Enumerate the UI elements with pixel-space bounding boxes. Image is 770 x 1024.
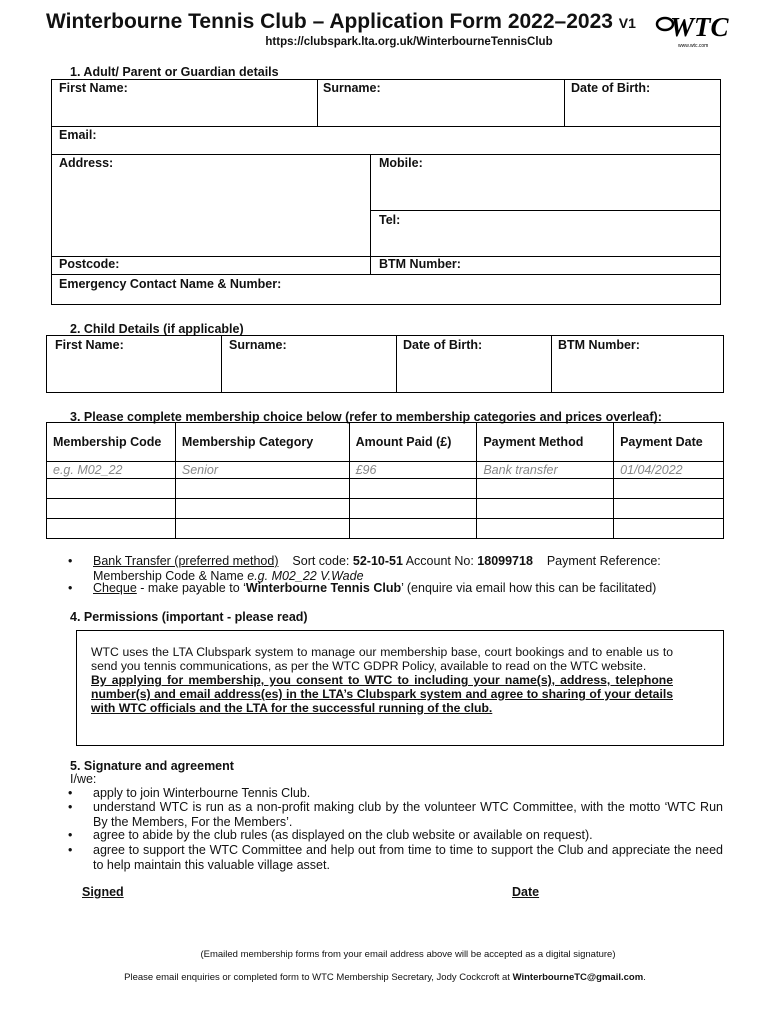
col-payment-method: Payment Method [477, 423, 614, 462]
cheque-label: Cheque [93, 581, 137, 595]
col-payment-date: Payment Date [614, 423, 724, 462]
address-label: Address: [59, 156, 114, 170]
postcode-label: Postcode: [59, 257, 120, 271]
section2-heading: 2. Child Details (if applicable) [70, 322, 244, 336]
contact-line [0, 972, 770, 983]
example-amount: £96 [349, 462, 477, 479]
table-row[interactable] [47, 479, 724, 499]
child-surname-label: Surname: [229, 338, 287, 352]
table-header-row [47, 423, 724, 462]
wtc-logo [654, 10, 742, 50]
col-membership-category: Membership Category [175, 423, 349, 462]
bullet-dot: • [68, 828, 73, 842]
cheque-text-1: - make payable to ‘ [140, 581, 246, 595]
contact-email[interactable]: WinterbourneTC@gmail.com [512, 972, 644, 983]
email-label: Email: [59, 128, 97, 142]
club-url[interactable]: https://clubspark.lta.org.uk/WinterbourneTennisClub [265, 36, 553, 48]
title-text: Winterbourne Tennis Club – Application Form 2022–2023 [46, 10, 613, 33]
agreement-text: understand WTC is run as a non-profit making club by the volunteer WTC Committee, with the motto ‘WTC Run By the Members, For the Members’. [93, 800, 723, 829]
reference-line: Membership Code & Name [93, 569, 244, 583]
example-date: 01/04/2022 [614, 462, 724, 479]
page-title [46, 10, 636, 34]
reference-label: Payment Reference: [546, 554, 661, 568]
adult-first-name-label: First Name: [59, 81, 128, 95]
digital-signature-note: (Emailed membership forms from your email address above will be accepted as a digital signature) [200, 949, 616, 960]
signed-label: Signed [82, 885, 124, 899]
emergency-contact-label: Emergency Contact Name & Number: [59, 277, 282, 291]
logo-text: WTC [670, 12, 729, 42]
table-row-example [47, 462, 724, 479]
example-method: Bank transfer [477, 462, 614, 479]
date-label: Date [512, 885, 540, 899]
child-dob-label: Date of Birth: [403, 338, 483, 352]
adult-details-box [51, 79, 721, 305]
tel-label: Tel: [379, 213, 401, 227]
col-amount-paid: Amount Paid (£) [349, 423, 477, 462]
bullet-dot: • [68, 786, 73, 800]
membership-table [46, 422, 724, 539]
section3-heading: 3. Please complete membership choice below (refer to membership categories and prices overleaf): [70, 410, 662, 424]
reference-example: e.g. M02_22 V.Wade [247, 569, 364, 583]
version-label: V1 [618, 15, 636, 31]
adult-dob-label: Date of Birth: [571, 81, 651, 95]
permissions-box [76, 630, 724, 746]
account-number: 18099718 [477, 554, 533, 568]
logo-subtext: www.wtc.com [678, 43, 709, 49]
section5-heading: 5. Signature and agreement [70, 759, 234, 773]
contact-end: . [643, 972, 646, 983]
bullet-dot: • [68, 800, 73, 814]
bullet-dot: • [68, 843, 73, 857]
table-row[interactable] [47, 499, 724, 519]
bank-transfer-label: Bank Transfer (preferred method) [93, 554, 279, 568]
col-membership-code: Membership Code [47, 423, 176, 462]
permissions-consent: By applying for membership, you consent to WTC to including your name(s), address, telephone number(s) and email address(es) in the LTA’s Clubspark system and agree to sharing of your details with WTC officials and the LTA for the successful running of the club. [91, 673, 673, 715]
agreement-intro: I/we: [70, 772, 97, 786]
sort-code-label: Sort code: [292, 554, 350, 568]
mobile-label: Mobile: [379, 156, 423, 170]
cheque-text-2: ’ (enquire via email how this can be facilitated) [401, 581, 657, 595]
cheque-payee: Winterbourne Tennis Club [245, 581, 402, 595]
sort-code-value: 52-10-51 [352, 554, 403, 568]
agreement-text: agree to support the WTC Committee and help out from time to time to support the Club and appreciate the need to help maintain this valuable village asset. [93, 843, 723, 872]
example-category: Senior [175, 462, 349, 479]
example-code: e.g. M02_22 [47, 462, 176, 479]
permissions-body: WTC uses the LTA Clubspark system to manage our membership base, court bookings and to enable us to send you tennis communications, as per the WTC GDPR Policy, available to read on the WTC website. [91, 645, 673, 673]
child-first-name-label: First Name: [55, 338, 124, 352]
contact-text: Please email enquiries or completed form to WTC Membership Secretary, Jody Cockcroft at [124, 972, 510, 983]
account-label: Account No: [405, 554, 474, 568]
bullet-dot: • [68, 554, 73, 568]
agreement-text: apply to join Winterbourne Tennis Club. [93, 786, 311, 800]
child-details-box [46, 335, 724, 393]
section1-heading: 1. Adult/ Parent or Guardian details [70, 65, 279, 79]
adult-surname-label: Surname: [323, 81, 381, 95]
agreement-text: agree to abide by the club rules (as displayed on the club website or available on request). [93, 828, 593, 842]
bullet-dot: • [68, 581, 73, 595]
section4-heading: 4. Permissions (important - please read) [70, 610, 308, 624]
adult-btm-label: BTM Number: [379, 257, 461, 271]
table-row[interactable] [47, 519, 724, 539]
child-btm-label: BTM Number: [558, 338, 640, 352]
